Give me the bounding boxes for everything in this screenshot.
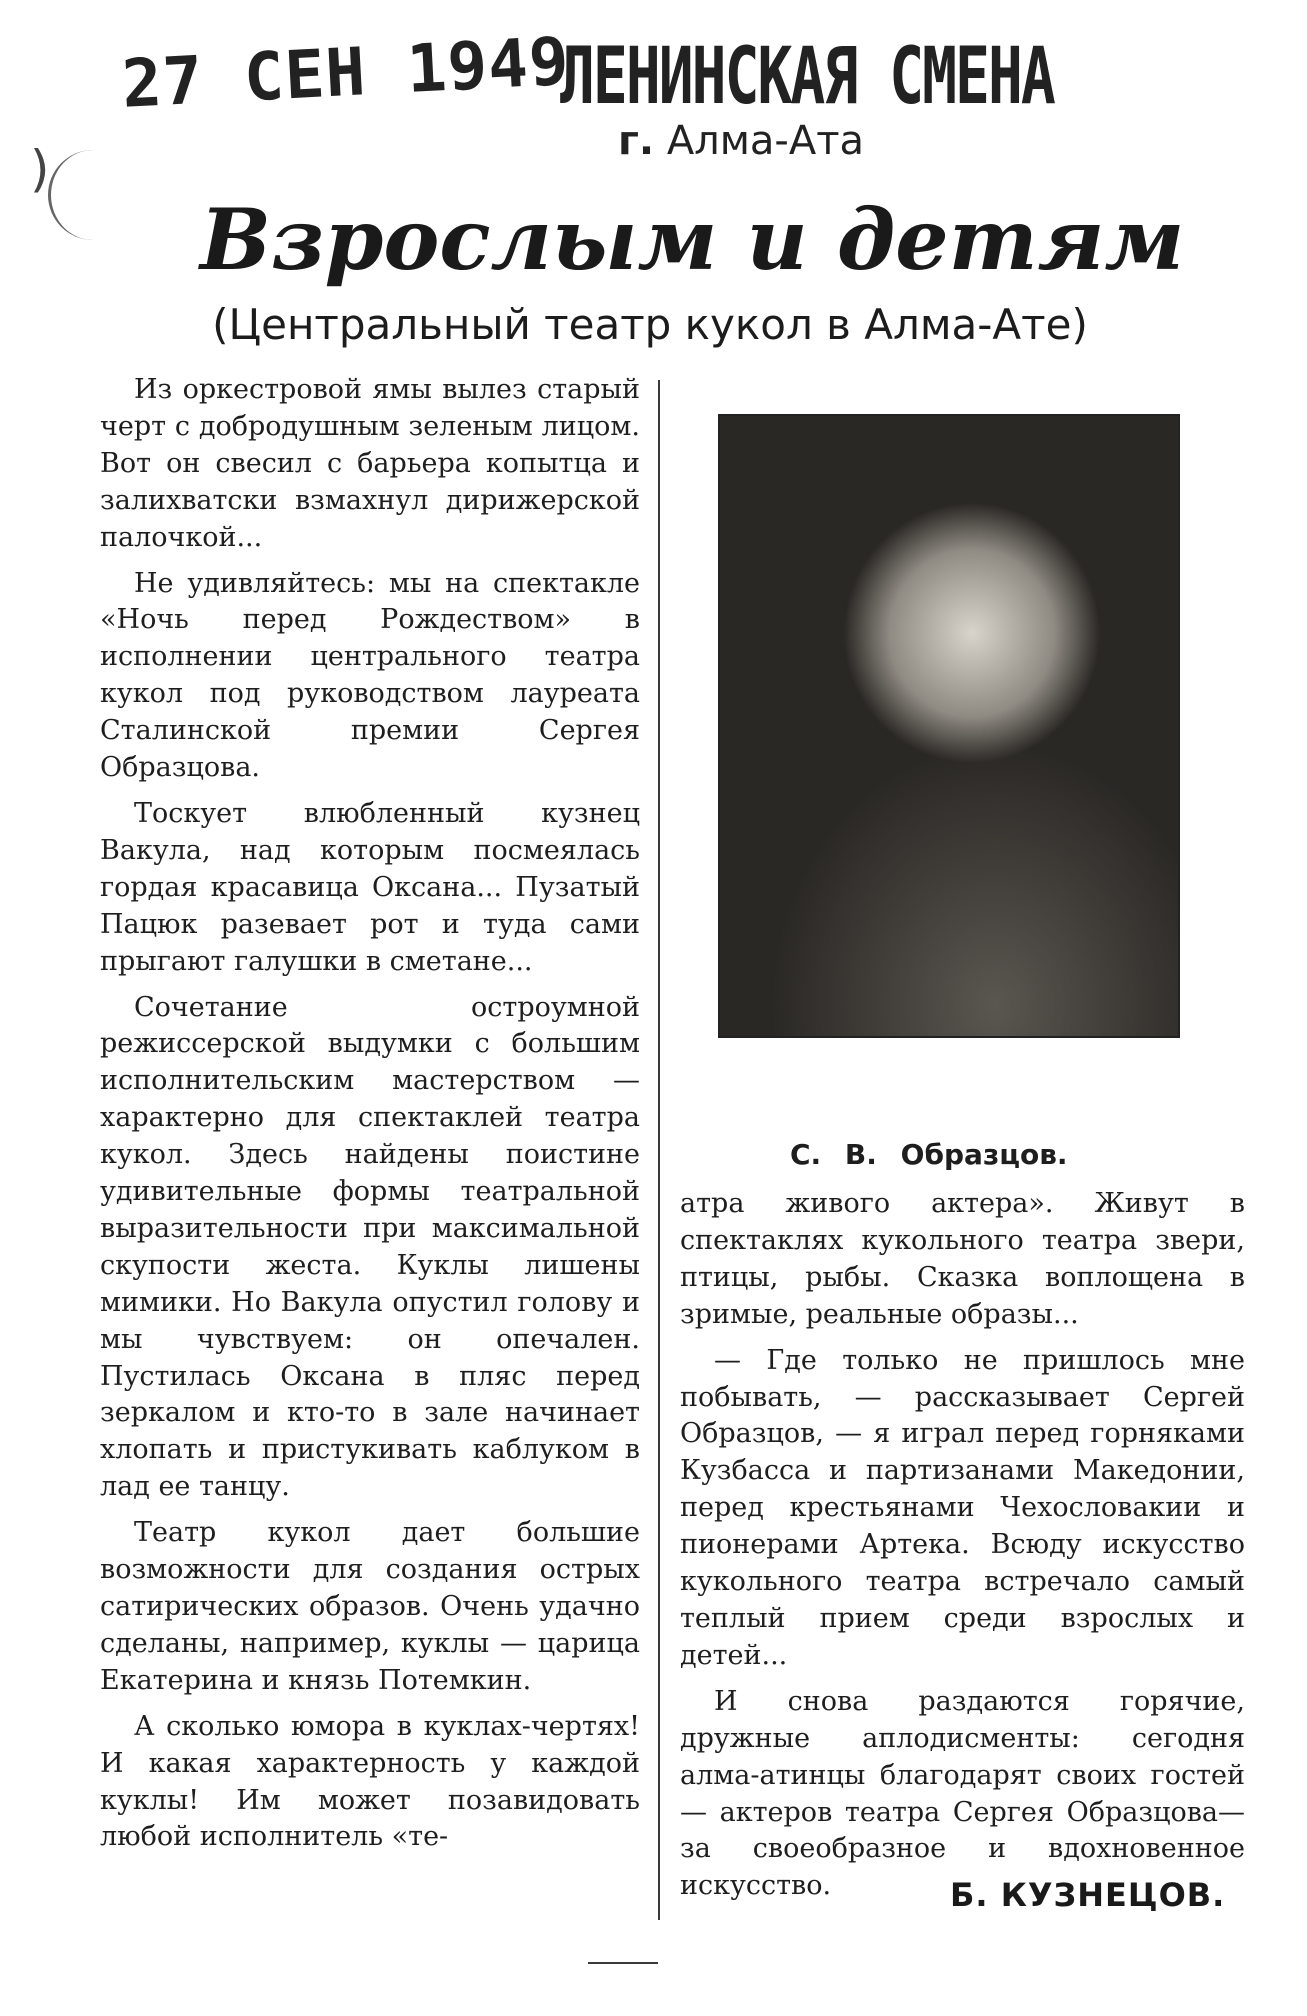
paragraph: Театр кукол дает большие возможности для создания острых сатирических образов. Очень удачно сделаны, например, куклы — царица Екатерина и князь Потемкин.	[100, 1517, 640, 1696]
article-right-column	[680, 1186, 1245, 1905]
city-name: Алма-Ата	[666, 118, 865, 164]
paragraph: И снова раздаются горячие, дружные аплодисменты: сегодня алма-атинцы благодарят своих гостей — актеров театра Сергея Образцова—за своеобразное и вдохновенное искусство.	[680, 1685, 1245, 1902]
date-stamp: 27 СЕН 1949	[120, 22, 572, 123]
article-headline: Взрослым и детям	[200, 190, 1185, 289]
margin-mark: )	[30, 140, 50, 198]
article-subhead: (Центральный театр кукол в Алма-Ате)	[212, 300, 1088, 349]
paragraph: Сочетание остроумной режиссерской выдумки с большим исполнительским мастерством — характерно для спектаклей театра кукол. Здесь найдены поистине удивительные формы театральной выразительности при максимальной скупости жеста. Куклы лишены мимики. Но Вакула опустил голову и мы чувствуем: он опечален. Пустилась Оксана в пляс перед зеркалом и кто-то в зале начинает хлопать и пристукивать каблуком в лад ее танцу.	[100, 991, 640, 1503]
margin-bracket-mark	[48, 150, 111, 240]
column-divider	[658, 380, 660, 1920]
paragraph: — Где только не пришлось мне побывать, — рассказывает Сергей Образцов, — я играл перед горняками Кузбасса и партизанами Македонии, перед крестьянами Чехословакии и пионерами Артека. Всюду искусство кукольного театра встречало самый теплый прием среди взрослых и детей...	[680, 1344, 1245, 1671]
paragraph: А сколько юмора в куклах-чертях! И какая характерность у каждой куклы! Им может позавидовать любой исполнитель «те-	[100, 1710, 640, 1853]
newspaper-name-stamp: ЛЕНИНСКАЯ СМЕНА	[560, 30, 1054, 122]
end-rule	[588, 1962, 658, 1964]
photo-caption: С. В. Образцов.	[790, 1138, 1068, 1171]
author-signature: Б. КУЗНЕЦОВ.	[950, 1876, 1226, 1914]
paragraph: атра живого актера». Живут в спектаклях кукольного театра звери, птицы, рыбы. Сказка воплощена в зримые, реальные образы...	[680, 1188, 1245, 1330]
paragraph: Из оркестровой ямы вылез старый черт с добродушным зеленым лицом. Вот он свесил с барьера копытца и залихватски взмахнул дирижерской палочкой...	[100, 374, 640, 553]
city-stamp	[618, 118, 864, 164]
article-left-column	[100, 372, 640, 1856]
paragraph: Не удивляйтесь: мы на спектакле «Ночь перед Рождеством» в исполнении центрального театра кукол под руководством лауреата Сталинской премии Сергея Образцова.	[100, 567, 640, 784]
city-prefix: г.	[618, 118, 655, 164]
paragraph: Тоскует влюбленный кузнец Вакула, над которым посмеялась гордая красавица Оксана... Пузатый Пацюк разевает рот и туда сами прыгают галушки в сметане...	[100, 797, 640, 977]
portrait-photo	[718, 414, 1180, 1038]
